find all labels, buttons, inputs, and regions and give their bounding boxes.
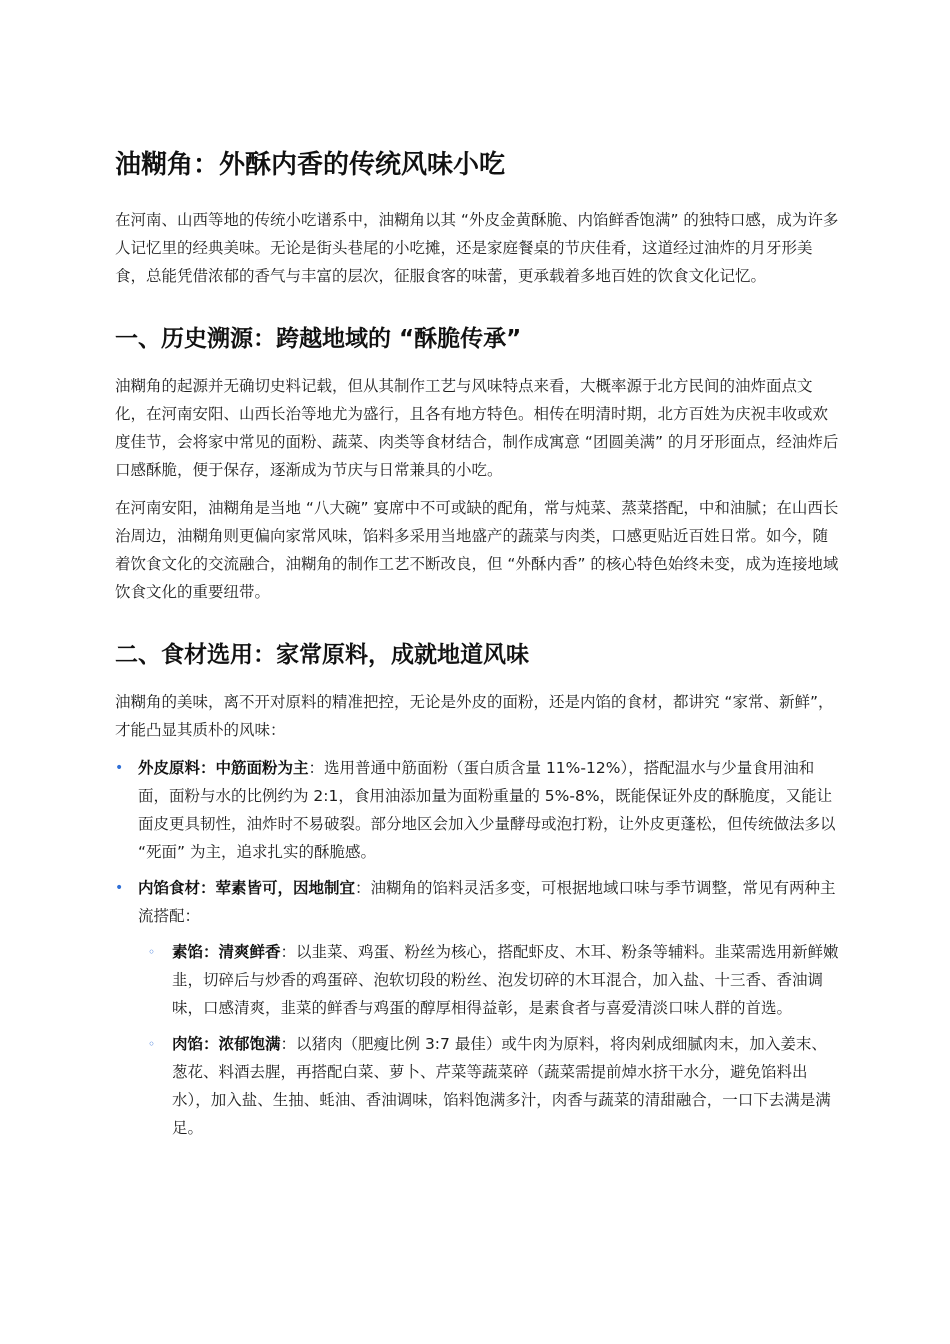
section-1-paragraph-1: 油糊角的起源并无确切史料记载，但从其制作工艺与风味特点来看，大概率源于北方民间的油炸面点文化，在河南安阳、山西长治等地尤为盛行，且各有地方特色。相传在明清时期，北方百姓为庆祝丰收或欢度佳节，会将家中常见的面粉、蔬菜、肉类等食材结合，制作成寓意 “团圆美满” 的月牙形面点，经油炸后口感酥脆，便于保存，逐渐成为节庆与日常兼具的小吃。 [115,377,839,479]
page-title: 油糊角：外酥内香的传统风味小吃 [115,150,506,180]
bullet-dot-icon: • [115,760,124,776]
ingredient-list [115,754,840,1142]
list-item [115,754,840,866]
list-item-text: ：油糊角的馅料灵活多变，可根据地域口味与季节调整，常见有两种主流搭配： [138,879,836,925]
section-1-heading: 一、历史溯源：跨越地域的 “酥脆传承” [115,326,522,352]
bullet-circle-icon: ◦ [148,1037,156,1051]
sublist-item-text: ：以猪肉（肥瘦比例 3:7 最佳）或牛肉为原料，将肉剁成细腻肉末，加入姜末、葱花、料酒去腥，再搭配白菜、萝卜、芹菜等蔬菜碎（蔬菜需提前焯水挤干水分，避免馅料出水），加入盐、生抽、蚝油、香油调味，馅料饱满多汁，肉香与蔬菜的清甜融合，一口下去满是满足。 [172,1035,831,1137]
sublist-item-text: ：以韭菜、鸡蛋、粉丝为核心，搭配虾皮、木耳、粉条等辅料。韭菜需选用新鲜嫩韭，切碎后与炒香的鸡蛋碎、泡软切段的粉丝、泡发切碎的木耳混合，加入盐、十三香、香油调味，口感清爽，韭菜的鲜香与鸡蛋的醇厚相得益彰，是素食者与喜爱清淡口味人群的首选。 [172,943,839,1017]
section-2-paragraph-1: 油糊角的美味，离不开对原料的精准把控，无论是外皮的面粉，还是内馅的食材，都讲究 “家常、新鲜”，才能凸显其质朴的风味： [115,693,834,739]
list-item-text: ：选用普通中筋面粉（蛋白质含量 11%-12%），搭配温水与少量食用油和面，面粉与水的比例约为 2:1，食用油添加量为面粉重量的 5%-8%，既能保证外皮的酥脆度，又能让面皮更具韧性，油炸时不易破裂。部分地区会加入少量酵母或泡打粉，让外皮更蓬松，但传统做法多以 “死面” 为主，追求扎实的酥脆感。 [138,759,836,861]
sublist-item [138,938,840,1022]
section-2-heading: 二、食材选用：家常原料，成就地道风味 [115,642,529,668]
intro-paragraph: 在河南、山西等地的传统小吃谱系中，油糊角以其 “外皮金黄酥脆、内馅鲜香饱满” 的独特口感，成为许多人记忆里的经典美味。无论是街头巷尾的小吃摊，还是家庭餐桌的节庆佳肴，这道经过油炸的月牙形美食，总能凭借浓郁的香气与丰富的层次，征服食客的味蕾，更承载着多地百姓的饮食文化记忆。 [115,211,839,285]
bullet-circle-icon: ◦ [148,945,156,959]
sublist-item [138,1030,840,1142]
section-1-paragraph-2: 在河南安阳，油糊角是当地 “八大碗” 宴席中不可或缺的配角，常与炖菜、蒸菜搭配，中和油腻；在山西长治周边，油糊角则更偏向家常风味，馅料多采用当地盛产的蔬菜与肉类，口感更贴近百姓日常。如今，随着饮食文化的交流融合，油糊角的制作工艺不断改良，但 “外酥内香” 的核心特色始终未变，成为连接地域饮食文化的重要纽带。 [115,499,839,601]
list-item [115,874,840,1142]
sublist-item-label: 素馅：清爽鲜香 [172,943,281,961]
sublist-item-label: 肉馅：浓郁饱满 [172,1035,281,1053]
list-item-label: 外皮原料：中筋面粉为主 [138,759,309,777]
bullet-dot-icon: • [115,880,124,896]
filling-sublist [138,938,840,1142]
article [115,148,840,1150]
list-item-label: 内馅食材：荤素皆可，因地制宜 [138,879,356,897]
